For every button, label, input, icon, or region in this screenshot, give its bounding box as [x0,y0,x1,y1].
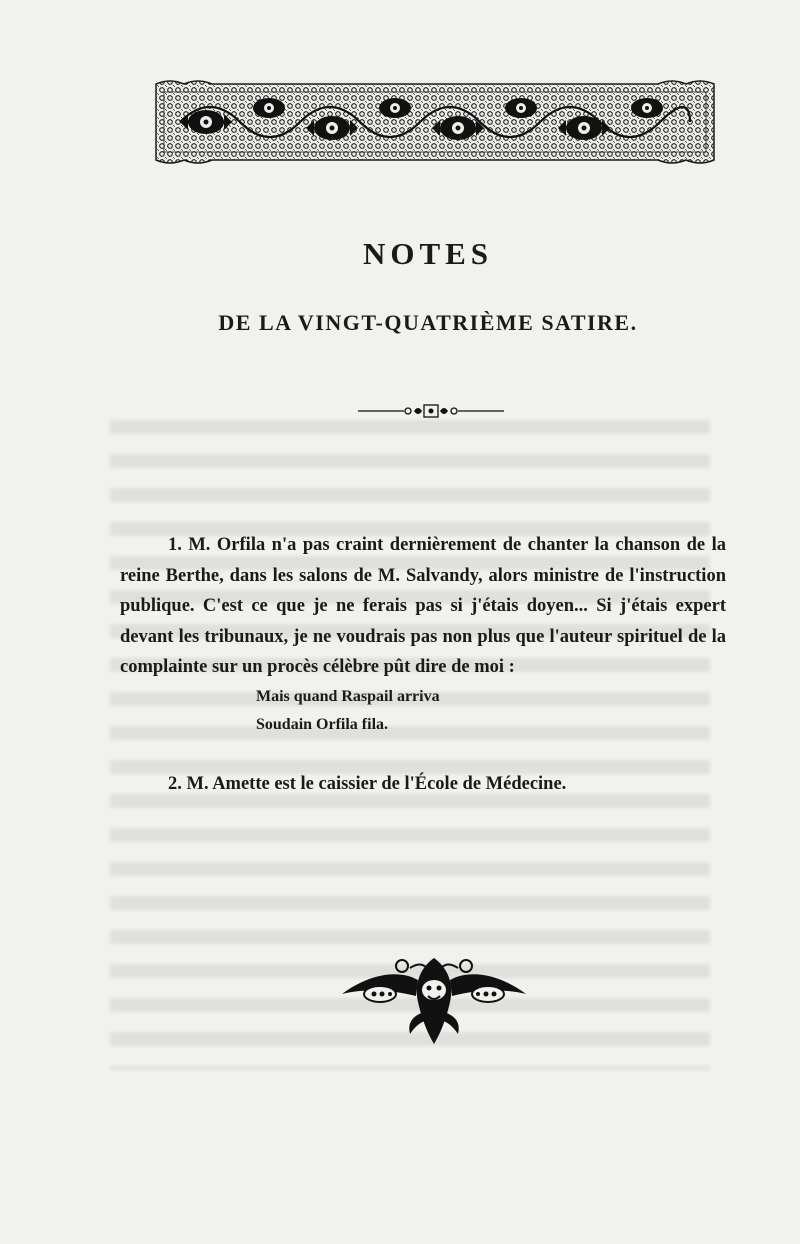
bottom-ornament [336,950,532,1048]
note-text: 1. M. Orfila n'a pas craint dernièrement de chanter la chanson de la reine Berthe, dans les salons de M. Salvandy, alors ministre de l'instruction publique. C'est ce que je ne ferais pas si j'étais doyen... Si j'étais expert devant les tribunaux, je ne voudrais pas non plus que l'auteur spirituel de la complainte sur un procès célèbre pût dire de moi : [120,535,726,677]
verse-line: Mais quand Raspail arriva [256,687,440,705]
page-title: NOTES [362,236,494,271]
top-banner-ornament [150,78,720,166]
verse-line: Soudain Orfila fila. [256,715,389,733]
note-1 [120,530,726,739]
note-2 [120,769,726,800]
divider-ornament [356,402,506,420]
notes-section [120,530,726,799]
page-subtitle: DE LA VINGT-QUATRIÈME SATIRE. [218,310,638,335]
note-text: 2. M. Amette est le caissier de l'École de Médecine. [168,773,567,794]
verse-quote [256,683,726,739]
